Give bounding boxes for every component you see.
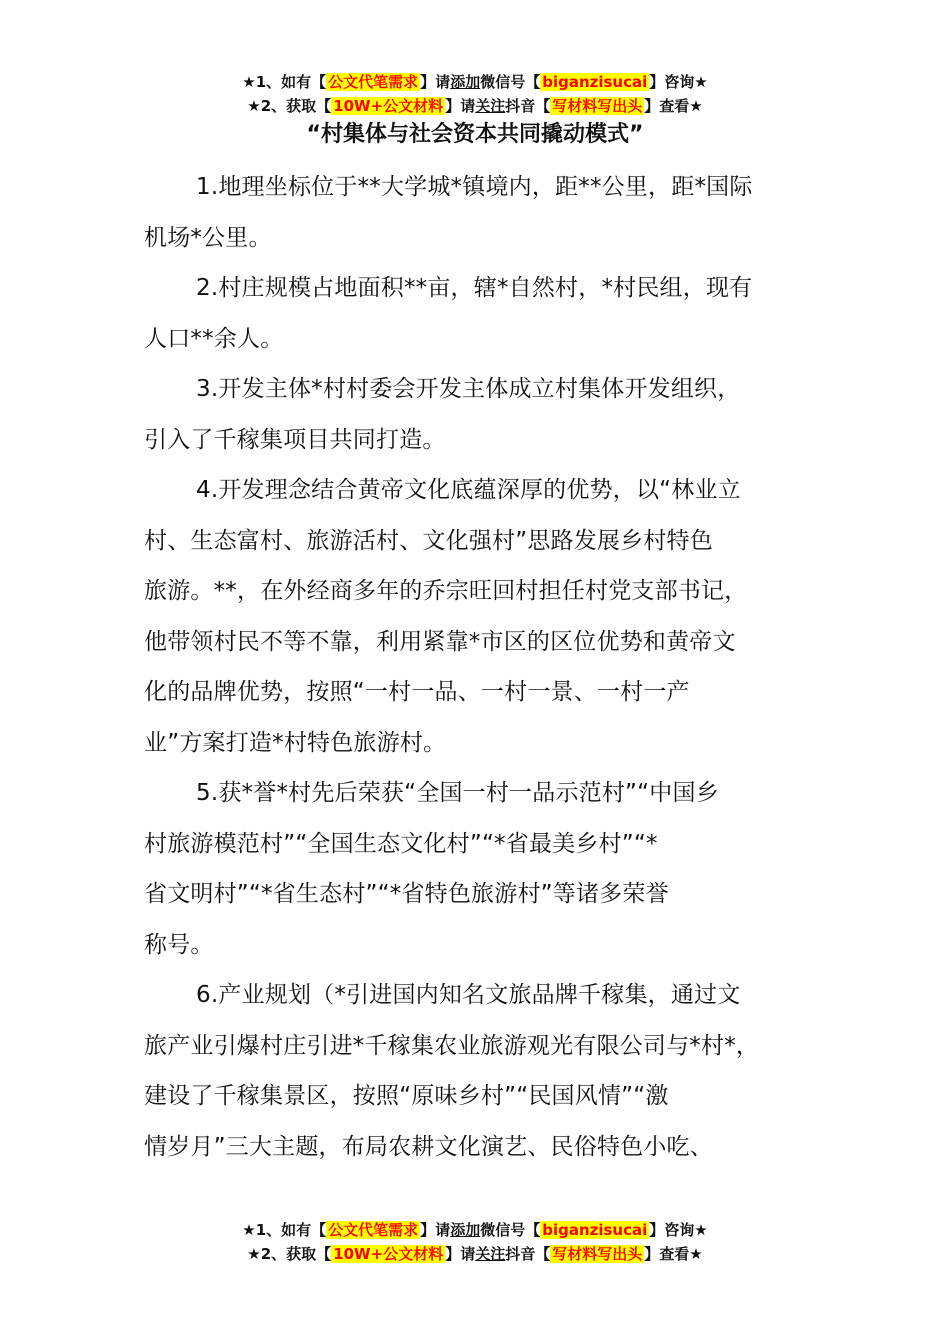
banner-line-2 (0, 1242, 950, 1266)
banner-highlight: 10W+公文材料 (333, 1245, 444, 1263)
paragraph-line: 机场*公里。 (144, 224, 272, 251)
paragraph-line: 旅游。**，在外经商多年的乔宗旺回村担任村党支部书记， (144, 578, 748, 604)
paragraph (144, 768, 834, 970)
banner-text: ★1、如有【 (242, 1221, 327, 1239)
paragraph-line: 建设了千稼集景区，按照“原味乡村”“民国风情”“激 (144, 1083, 669, 1109)
paragraph-line: 村旅游模范村”“全国生态文化村”“*省最美乡村”“* (144, 830, 658, 857)
paragraph (144, 263, 834, 364)
banner-text: ★2、获取【 (247, 97, 332, 115)
banner-text: 】查看★ (644, 97, 703, 115)
banner-text: ★2、获取【 (247, 1245, 332, 1263)
banner-line-2 (0, 94, 950, 118)
banner-underlined: 关注 (475, 97, 506, 115)
paragraph-line: 4.开发理念结合黄帝文化底蕴深厚的优势，以“林业立 (196, 477, 741, 503)
banner-highlight: 公文代笔需求 (328, 73, 419, 91)
banner-text: 抖音【 (505, 1245, 551, 1263)
banner-line-1 (0, 1218, 950, 1242)
document-title: “村集体与社会资本共同撬动模式” (306, 122, 644, 147)
paragraph-line: 2.村庄规模占地面积**亩，辖*自然村，*村民组，现有 (196, 275, 753, 301)
banner-highlight: 写材料写出头 (552, 97, 643, 115)
banner-text: 】请 (420, 1221, 451, 1239)
banner-highlight: 写材料写出头 (552, 1245, 643, 1263)
paragraph-line: 3.开发主体*村村委会开发主体成立村集体开发组织， (196, 376, 741, 402)
paragraph-line: 称号。 (144, 931, 214, 958)
paragraph-line: 1.地理坐标位于**大学城*镇境内，距**公里，距*国际 (196, 174, 753, 200)
banner-text: 】查看★ (644, 1245, 703, 1263)
paragraph-line: 业”方案打造*村特色旅游村。 (144, 729, 447, 756)
paragraph (144, 970, 834, 1172)
paragraph (144, 162, 834, 263)
banner-text: 】请 (445, 97, 476, 115)
paragraph-line: 化的品牌优势，按照“一村一品、一村一景、一村一产 (144, 679, 690, 705)
banner-highlight: 10W+公文材料 (333, 97, 444, 115)
banner-highlight: biganzisucai (542, 73, 648, 91)
paragraph-line: 情岁月”三大主题，布局农耕文化演艺、民俗特色小吃、 (144, 1133, 713, 1160)
banner-text: 】咨询★ (649, 1221, 708, 1239)
banner-text: ★1、如有【 (242, 73, 327, 91)
banner-underlined: 添加 (450, 73, 481, 91)
paragraph-line: 引入了千稼集项目共同打造。 (144, 426, 446, 453)
banner-line-1 (0, 70, 950, 94)
paragraph-line: 村、生态富村、旅游活村、文化强村”思路发展乡村特色 (144, 527, 713, 554)
banner-text: 微信号【 (480, 73, 541, 91)
paragraph (144, 465, 834, 768)
header-banner (0, 70, 950, 118)
banner-text: 】请 (420, 73, 451, 91)
banner-underlined: 添加 (450, 1221, 481, 1239)
banner-highlight: biganzisucai (542, 1221, 648, 1239)
paragraph-line: 6.产业规划（*引进国内知名文旅品牌千稼集，通过文 (196, 982, 741, 1008)
banner-text: 】请 (445, 1245, 476, 1263)
paragraph-line: 省文明村”“*省生态村”“*省特色旅游村”等诸多荣誉 (144, 881, 669, 907)
banner-text: 抖音【 (505, 97, 551, 115)
paragraph-line: 旅产业引爆村庄引进*千稼集农业旅游观光有限公司与*村*， (144, 1032, 760, 1059)
paragraph-line: 5.获*誉*村先后荣获“全国一村一品示范村”“中国乡 (196, 780, 719, 806)
banner-highlight: 公文代笔需求 (328, 1221, 419, 1239)
banner-text: 】咨询★ (649, 73, 708, 91)
banner-text: 微信号【 (480, 1221, 541, 1239)
paragraph-line: 人口**余人。 (144, 325, 284, 352)
document-body (144, 162, 834, 1172)
paragraph (144, 364, 834, 465)
paragraph-line: 他带领村民不等不靠，利用紧靠*市区的区位优势和黄帝文 (144, 628, 736, 655)
banner-underlined: 关注 (475, 1245, 506, 1263)
footer-banner (0, 1218, 950, 1266)
